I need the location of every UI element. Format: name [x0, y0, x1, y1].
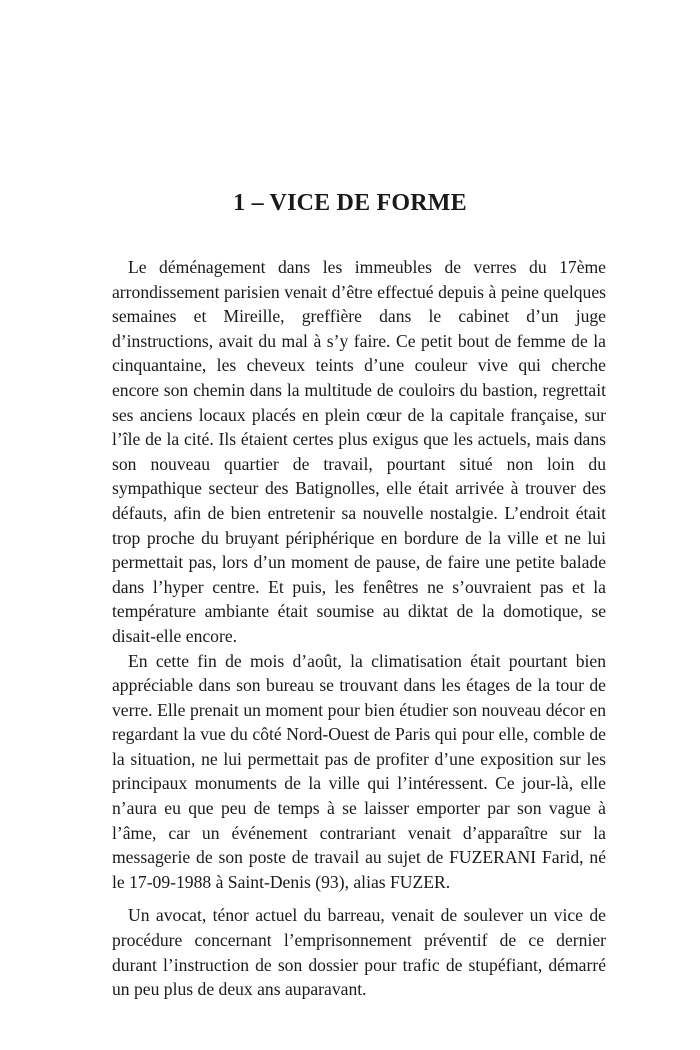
chapter-body	[112, 255, 606, 1002]
paragraph-2: En cette fin de mois d’août, la climatisation était pourtant bien appréciable dans son bureau se trouvant dans les étages de la tour de verre. Elle prenait un moment pour bien étudier son nouveau décor en regardant la vue du côté Nord-Ouest de Paris qui pour elle, comble de la situation, ne lui permettait pas de profiter d’une exposition sur les principaux monuments de la ville qui l’intéressent. Ce jour-là, elle n’aura eu que peu de temps à se laisser emporter par son vague à l’âme, car un événement contrariant venait d’apparaître sur la messagerie de son poste de travail au sujet de FUZERANI Farid, né le 17-09-1988 à Saint-Denis (93), alias FUZER.	[112, 650, 606, 892]
chapter-title: 1 – VICE DE FORME	[233, 190, 467, 216]
paragraph-1: Le déménagement dans les immeubles de verres du 17ème arrondissement parisien venait d’être effectué depuis à peine quelques semaines et Mireille, greffière dans le cabinet d’un juge d’instructions, avait du mal à s’y faire. Ce petit bout de femme de la cinquantaine, les cheveux teints d’une couleur vive qui cherche encore son chemin dans la multitude de couloirs du bastion, regrettait ses anciens locaux placés en plein cœur de la capitale française, sur l’île de la cité. Ils étaient certes plus exigus que les actuels, mais dans son nouveau quartier de travail, pourtant situé non loin du sympathique secteur des Batignolles, elle était arrivée à trouver des défauts, afin de bien entretenir sa nouvelle nostalgie. L’endroit était trop proche du bruyant périphérique en bordure de la ville et ne lui permettait pas, lors d’un moment de pause, de faire une petite balade dans l’hyper centre. Et puis, les fenêtres ne s’ouvraient pas et la température ambiante était soumise au diktat de la domotique, se disait-elle encore.	[112, 257, 606, 646]
paragraph-3: Un avocat, ténor actuel du barreau, venait de soulever un vice de procédure concernant l’emprisonnement préventif de ce dernier durant l’instruction de son dossier pour trafic de stupéfiant, démarré un peu plus de deux ans auparavant.	[112, 905, 606, 1000]
